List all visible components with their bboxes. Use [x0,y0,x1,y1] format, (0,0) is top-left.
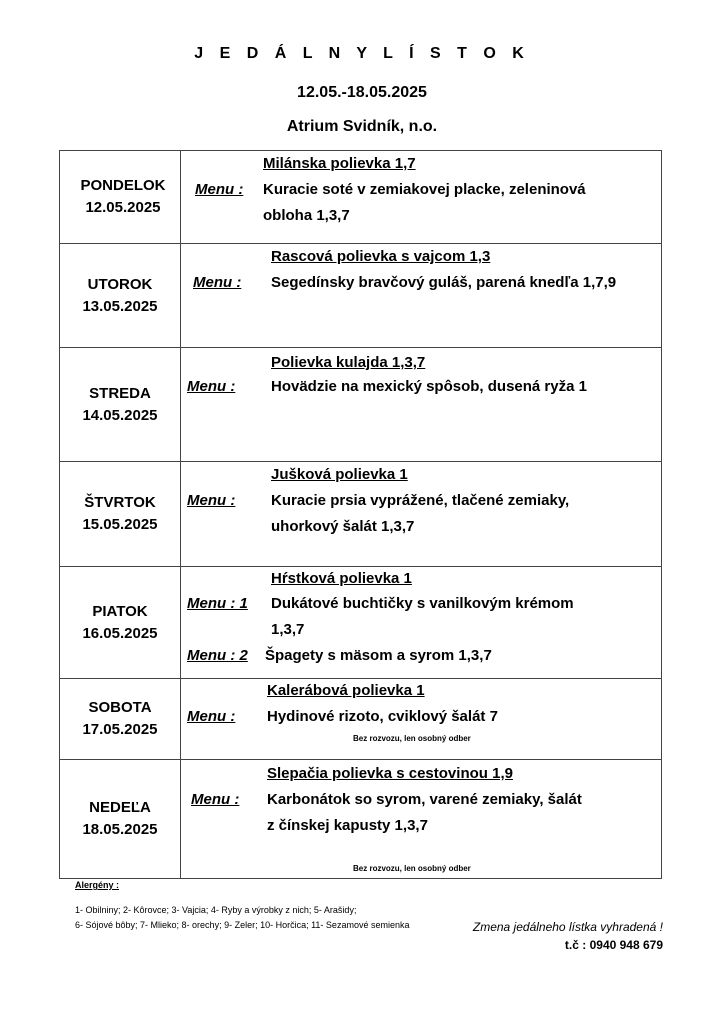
day-date: 17.05.2025 [82,721,158,738]
table-row [60,679,662,760]
menu-2-dish-text: Špagety s mäsom a syrom 1,3,7 [265,647,492,664]
meal-cell [181,679,662,760]
menu-label: Menu : [195,181,244,198]
day-date: 14.05.2025 [82,406,158,424]
day-date: 18.05.2025 [82,821,158,838]
menu-label: Menu : [191,791,240,808]
soup-text: Jušková polievka 1 [271,466,408,483]
allergens-list-line-1: 1- Obilniny; 2- Kôrovce; 3- Vajcia; 4- Ryby a výrobky z nich; 5- Arašidy; [75,905,357,915]
meal-cell [181,567,662,679]
day-name: STREDA [89,384,151,402]
main-dish-text: Kuracie prsia vyprážené, tlačené zemiaky, [271,492,570,509]
organization-name: Atrium Svidník, n.o. [286,118,438,135]
day-name: UTOROK [87,275,153,293]
day-name: NEDEĽA [89,799,151,816]
main-dish-text: Karbonátok so syrom, varené zemiaky, šalát [267,791,582,808]
day-name: PONDELOK [80,177,166,194]
table-row [60,348,662,462]
day-date: 12.05.2025 [85,199,161,216]
menu-label: Menu : [187,708,236,725]
menu-2-label: Menu : 2 [187,647,248,664]
soup-text: Milánska polievka 1,7 [263,155,416,172]
day-date: 15.05.2025 [82,516,158,533]
menu-1-label: Menu : 1 [187,595,248,612]
day-cell [60,760,181,879]
menu-1-dish-text: Dukátové buchtičky s vanilkovým krémom [271,595,574,612]
day-cell [60,567,181,679]
day-date: 13.05.2025 [82,297,158,315]
main-dish-text-cont: uhorkový šalát 1,3,7 [271,518,415,535]
menu-label: Menu : [193,274,242,291]
table-row [60,760,662,879]
day-cell [60,151,181,244]
table-row [60,567,662,679]
soup-text: Rascová polievka s vajcom 1,3 [271,248,491,265]
soup-text: Kalerábová polievka 1 [267,682,425,699]
day-cell [60,462,181,567]
day-name: PIATOK [92,602,148,620]
menu-1-dish-text-cont: 1,3,7 [271,621,305,638]
main-dish-text: Segedínsky bravčový guláš, parená knedľa 1,7,9 [271,274,617,291]
weekly-menu-table [59,150,662,879]
meal-cell [181,760,662,879]
day-name: ŠTVRTOK [84,494,156,511]
soup-text: Hŕstková polievka 1 [271,570,412,587]
day-date: 16.05.2025 [82,624,158,642]
delivery-note: Bez rozvozu, len osobný odber [353,734,471,743]
table-row [60,244,662,348]
meal-cell [181,348,662,462]
allergens-list-line-2: 6- Sójové bôby; 7- Mlieko; 8- orechy; 9- Zeler; 10- Horčica; 11- Sezamové semienka [75,920,410,930]
day-cell [60,244,181,348]
date-range: 12.05.-18.05.2025 [297,84,427,101]
meal-cell [181,462,662,567]
meal-cell [181,244,662,348]
day-name: SOBOTA [88,699,152,716]
main-dish-text: Kuracie soté v zemiakovej placke, zeleninová [263,181,586,198]
delivery-note: Bez rozvozu, len osobný odber [353,864,471,873]
allergens-title: Alergény : [75,880,120,890]
main-dish-text-cont: z čínskej kapusty 1,3,7 [267,817,428,834]
soup-text: Slepačia polievka s cestovinou 1,9 [267,765,513,782]
table-row [60,151,662,244]
meal-cell [181,151,662,244]
main-dish-text: Hydinové rizoto, cviklový šalát 7 [267,708,498,725]
main-dish-text: Hovädzie na mexický spôsob, dusená ryža 1 [271,378,587,395]
day-cell [60,679,181,760]
menu-change-note: Zmena jedálneho lístka vyhradená ! [472,920,663,934]
menu-label: Menu : [187,492,236,509]
table-row [60,462,662,567]
menu-label: Menu : [187,378,236,395]
menu-title: J E D Á L N Y L Í S T O K [194,45,530,62]
soup-text: Polievka kulajda 1,3,7 [271,354,426,371]
main-dish-text-cont: obloha 1,3,7 [263,207,350,224]
phone-number: t.č : 0940 948 679 [564,938,663,952]
day-cell [60,348,181,462]
